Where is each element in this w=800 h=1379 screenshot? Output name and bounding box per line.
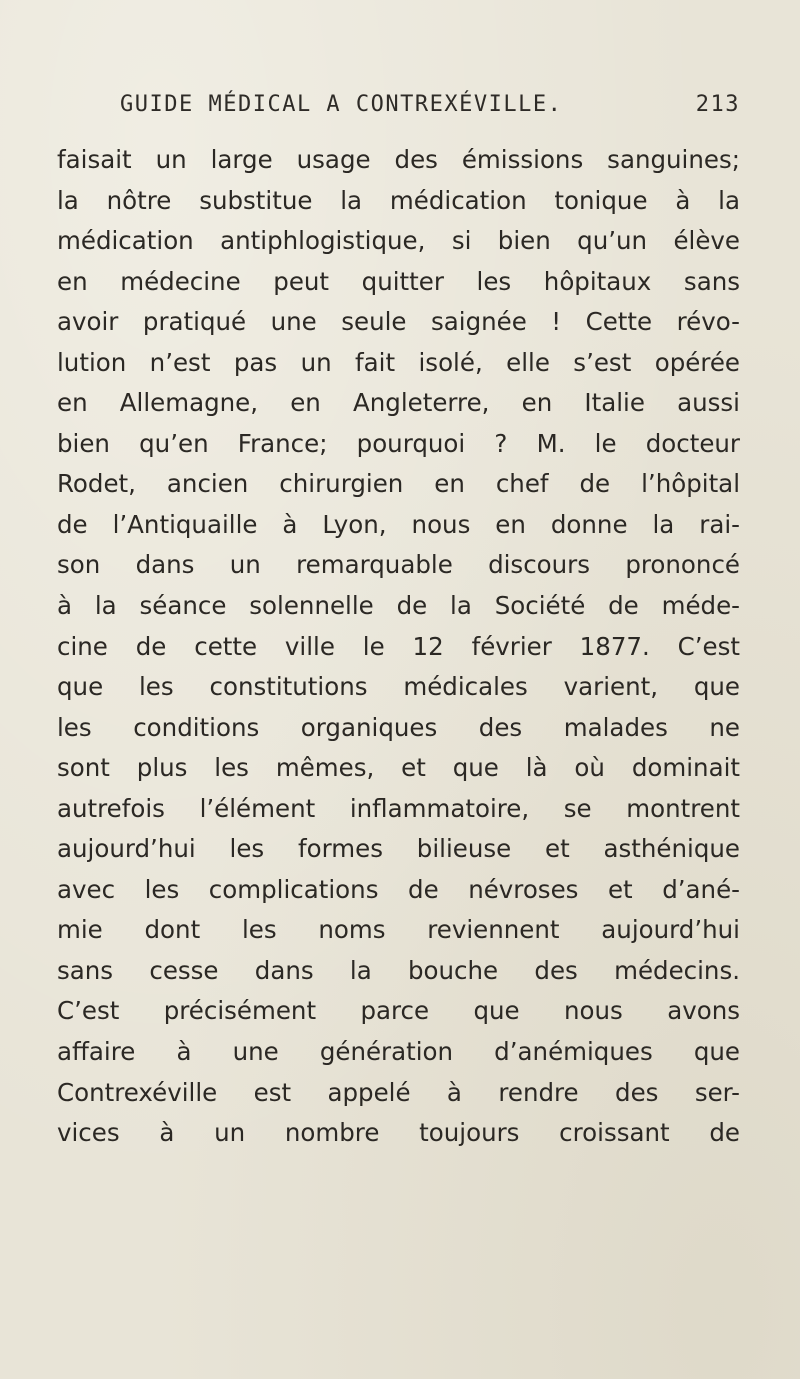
text-line: les conditions organiques des malades ne [57, 712, 740, 742]
text-line: en Allemagne, en Angleterre, en Italie aussi [57, 388, 740, 418]
page-number: 213 [695, 92, 740, 117]
text-line: aujourd’hui les formes bilieuse et asthénique [57, 834, 740, 864]
text-line: lution n’est pas un fait isolé, elle s’est opérée [57, 347, 740, 377]
running-title: GUIDE MÉDICAL A CONTREXÉVILLE. [120, 92, 563, 117]
body-text [57, 140, 740, 1154]
text-line: cine de cette ville le 12 février 1877. C’est [57, 631, 740, 661]
running-head [120, 92, 740, 128]
text-line: de l’Antiquaille à Lyon, nous en donne la rai- [57, 509, 740, 539]
text-line: à la séance solennelle de la Société de méde- [57, 591, 740, 621]
text-line: en médecine peut quitter les hôpitaux sans [57, 266, 740, 296]
text-line: affaire à une génération d’anémiques que [57, 1037, 740, 1067]
text-line: son dans un remarquable discours prononcé [57, 550, 740, 580]
text-line: médication antiphlogistique, si bien qu’un élève [57, 226, 740, 256]
text-line: mie dont les noms reviennent aujourd’hui [57, 915, 740, 945]
text-line: faisait un large usage des émissions sanguines; [57, 145, 740, 174]
text-line: sans cesse dans la bouche des médecins. [57, 955, 740, 985]
text-line: sont plus les mêmes, et que là où dominait [57, 753, 740, 783]
text-line: vices à un nombre toujours croissant de [57, 1118, 740, 1148]
text-line: Contrexéville est appelé à rendre des ser- [57, 1077, 740, 1107]
text-line: Rodet, ancien chirurgien en chef de l’hôpital [57, 469, 740, 499]
text-line: que les constitutions médicales varient, que [57, 672, 740, 702]
text-line: autrefois l’élément inflammatoire, se montrent [57, 793, 740, 823]
text-line: la nôtre substitue la médication tonique à la [57, 185, 740, 215]
text-line: bien qu’en France; pourquoi ? M. le docteur [57, 428, 740, 458]
text-line: C’est précisément parce que nous avons [57, 996, 740, 1026]
text-line: avec les complications de névroses et d’ané- [57, 874, 740, 904]
text-line: avoir pratiqué une seule saignée ! Cette révo- [57, 307, 740, 337]
